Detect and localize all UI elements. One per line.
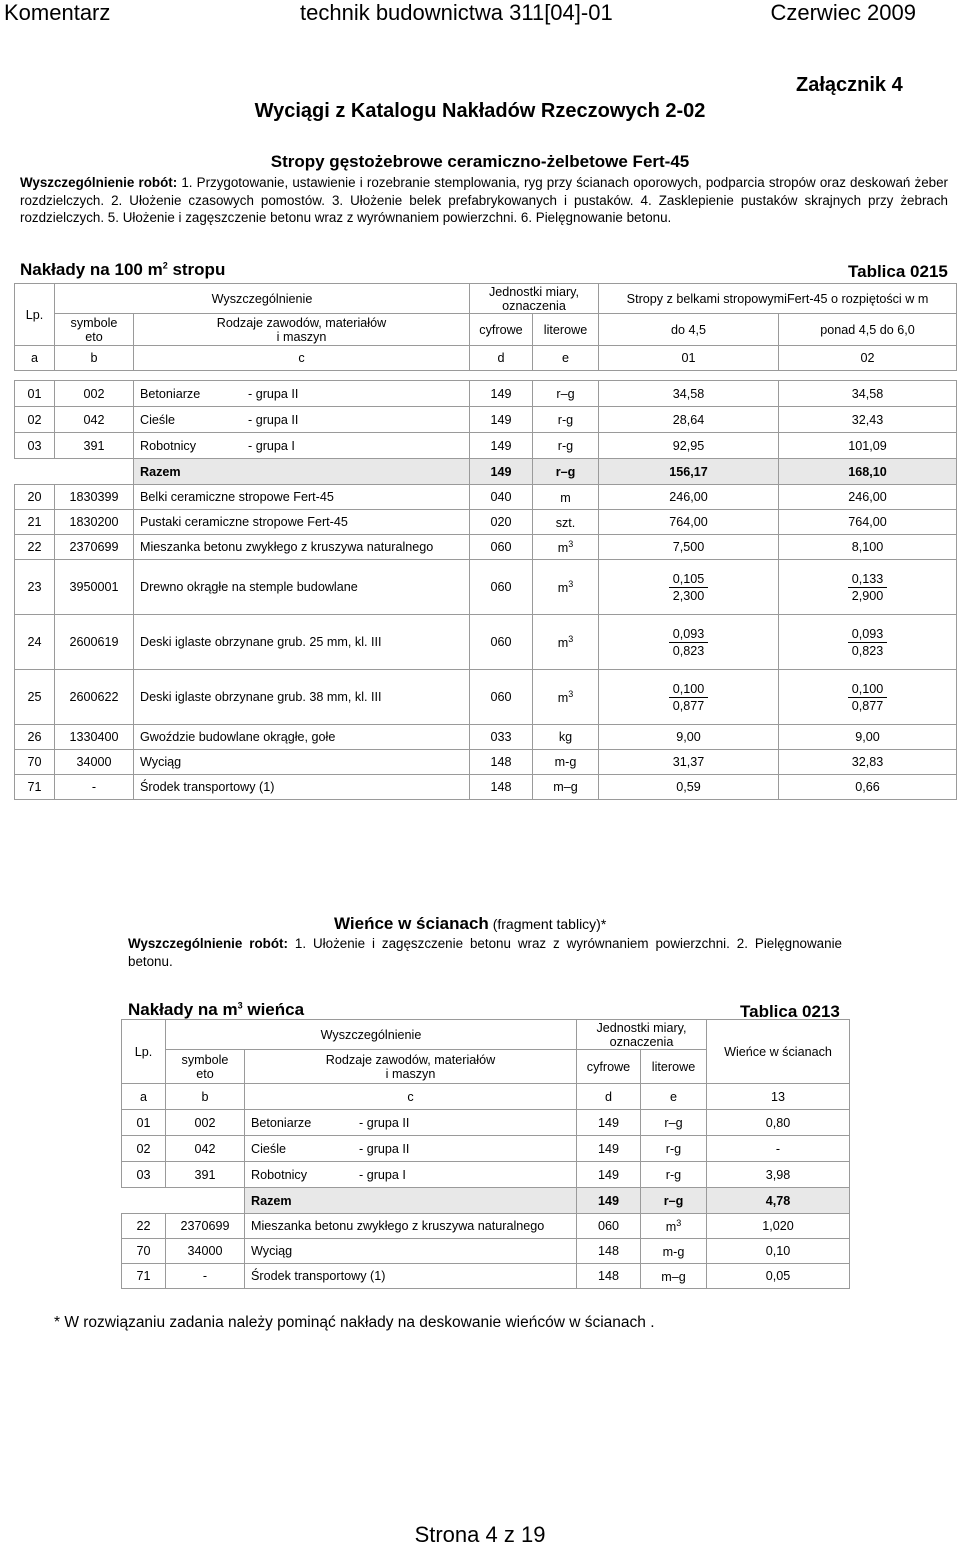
- cell-unit-code: 060: [470, 615, 533, 670]
- header-jednostki-line2: oznaczenia: [502, 298, 566, 313]
- cell-name: [134, 407, 470, 433]
- cell-value: -: [707, 1136, 850, 1162]
- cell-value-1: 34,58: [599, 381, 779, 407]
- cell-value-2: 0,66: [779, 775, 957, 800]
- cell-unit-code: 149: [577, 1162, 641, 1188]
- unit-exponent: 3: [568, 538, 574, 549]
- section2-norm-post: wieńca: [242, 1000, 305, 1019]
- cell-unit: r–g: [533, 381, 599, 407]
- table-row: [15, 560, 957, 615]
- total-unit-code: 149: [577, 1188, 641, 1214]
- unit-text: m: [557, 691, 569, 706]
- section1-norm-sup: 2: [162, 260, 168, 271]
- header-right: Czerwiec 2009: [770, 0, 916, 25]
- cell-unit-code: 060: [470, 560, 533, 615]
- cell-symbol: 1830399: [55, 485, 134, 510]
- cell-symbol: 002: [166, 1110, 245, 1136]
- labor-group: - grupa II: [359, 1115, 410, 1130]
- cell-lp: 70: [15, 750, 55, 775]
- cell-unit: m-g: [533, 750, 599, 775]
- cell-name: Wyciąg: [134, 750, 470, 775]
- cell-name: Drewno okrągłe na stemple budowlane: [134, 560, 470, 615]
- cell-symbol: 1330400: [55, 725, 134, 750]
- cell-value-1: 0,59: [599, 775, 779, 800]
- table-row: [122, 1162, 850, 1188]
- cell-unit: r-g: [533, 407, 599, 433]
- cell-name: Mieszanka betonu zwykłego z kruszywa naturalnego: [245, 1214, 577, 1239]
- cell-lp: 22: [122, 1214, 166, 1239]
- cell-unit-code: 149: [577, 1136, 641, 1162]
- unit-text: szt.: [555, 516, 576, 531]
- header-symbole-line2: eto: [196, 1066, 214, 1081]
- cell-symbol: 391: [55, 433, 134, 459]
- fraction-numerator: 0,093: [669, 626, 709, 643]
- cell-value: 0,80: [707, 1110, 850, 1136]
- cell-lp: 21: [15, 510, 55, 535]
- section1-norm-post: stropu: [167, 260, 226, 279]
- labor-name: Betoniarze: [251, 1115, 312, 1130]
- total-value-1: 156,17: [599, 459, 779, 485]
- total-unit: r–g: [533, 459, 599, 485]
- fraction-value: [669, 571, 709, 604]
- header-left: Komentarz: [4, 0, 111, 25]
- cell-value-2: [779, 670, 957, 725]
- column-letter: c: [245, 1084, 577, 1110]
- section1-norm-pre: Nakłady na 100 m: [20, 260, 163, 279]
- cell-lp: 02: [15, 407, 55, 433]
- cell-lp: 22: [15, 535, 55, 560]
- attachment-label: Załącznik 4: [796, 74, 903, 96]
- unit-text: m–g: [661, 1270, 686, 1285]
- cell-symbol: 002: [55, 381, 134, 407]
- cell-value-2: 764,00: [779, 510, 957, 535]
- fraction-denominator: 0,877: [851, 698, 884, 713]
- table-header-row: [122, 1020, 850, 1050]
- header-col-do-4-5: do 4,5: [599, 314, 779, 346]
- total-label: Razem: [134, 459, 470, 485]
- section2-norm-heading: [128, 1000, 304, 1020]
- header-rodzaje: [245, 1050, 577, 1084]
- cell-unit: r-g: [641, 1136, 707, 1162]
- cell-unit: [533, 510, 599, 535]
- table-row: [122, 1264, 850, 1289]
- fraction-denominator: 2,900: [851, 588, 884, 603]
- section2-title: [334, 914, 606, 934]
- table-row: [122, 1110, 850, 1136]
- header-symbole-line1: symbole: [70, 315, 118, 330]
- cell-unit-code: 148: [577, 1264, 641, 1289]
- header-rodzaje-line2: i maszyn: [276, 329, 327, 344]
- section2-title-main: Wieńce w ścianach: [334, 914, 489, 933]
- cell-name: [134, 433, 470, 459]
- cell-unit: [641, 1239, 707, 1264]
- labor-group: - grupa I: [359, 1167, 406, 1182]
- header-jednostki-line1: Jednostki miary,: [488, 284, 580, 299]
- total-label: Razem: [245, 1188, 577, 1214]
- cell-unit-code: 060: [470, 670, 533, 725]
- labor-name: Cieśle: [140, 412, 175, 427]
- header-col-ponad-4-5: ponad 4,5 do 6,0: [779, 314, 957, 346]
- labor-group: - grupa II: [359, 1141, 410, 1156]
- fraction-denominator: 0,823: [851, 643, 884, 658]
- table-row: [15, 725, 957, 750]
- cell-symbol: 391: [166, 1162, 245, 1188]
- cell-unit: [533, 485, 599, 510]
- cell-symbol: 042: [55, 407, 134, 433]
- cell-unit: r-g: [533, 433, 599, 459]
- total-unit: r–g: [641, 1188, 707, 1214]
- cell-symbol: 042: [166, 1136, 245, 1162]
- cell-value-1: 31,37: [599, 750, 779, 775]
- total-unit-code: 149: [470, 459, 533, 485]
- header-literowe: literowe: [641, 1050, 707, 1084]
- cell-value: 0,05: [707, 1264, 850, 1289]
- cell-name: Gwoździe budowlane okrągłe, gołe: [134, 725, 470, 750]
- labor-group: - grupa II: [248, 386, 299, 401]
- cell-lp: 01: [122, 1110, 166, 1136]
- fraction-numerator: 0,105: [669, 571, 709, 588]
- column-letter: d: [577, 1084, 641, 1110]
- total-value-2: 168,10: [779, 459, 957, 485]
- table-row: [15, 615, 957, 670]
- table-header-row: [15, 314, 957, 346]
- labor-group: - grupa I: [248, 438, 295, 453]
- table-letter-row: [122, 1084, 850, 1110]
- fraction-value: [848, 571, 888, 604]
- cell-value-2: 32,43: [779, 407, 957, 433]
- section2-description: [128, 935, 842, 970]
- table-row: [122, 1239, 850, 1264]
- cell-unit: r-g: [641, 1162, 707, 1188]
- table-row: [15, 670, 957, 725]
- table-row: [15, 407, 957, 433]
- table-total-row: [122, 1188, 850, 1214]
- unit-text: m: [560, 491, 571, 506]
- section1-desc-text: 1. Przygotowanie, ustawienie i rozebranie stemplowania, ryg przy ścianach oporowych, podparcia stropów oraz deskowań żeber rozdzielczych. 2. Ułożenie czasowych pomostów. 3. Ułożenie belek prefabrykowanych i pustaków. 4. Zasklepienie pustaków skrajnych przy żebrach rozdzielczych. 5. Ułożenie i zagęszczenie betonu wraz z wyrównaniem powierzchni. 6. Pielęgnowanie betonu.: [20, 175, 948, 225]
- column-letter: b: [55, 346, 134, 371]
- cell-lp: 20: [15, 485, 55, 510]
- labor-group: - grupa II: [248, 412, 299, 427]
- cell-value-1: 764,00: [599, 510, 779, 535]
- section2-norm-pre: Nakłady na m: [128, 1000, 238, 1019]
- cell-blank: [122, 1188, 245, 1214]
- cell-name: [245, 1162, 577, 1188]
- cell-unit: m–g: [533, 775, 599, 800]
- cell-value-2: 101,09: [779, 433, 957, 459]
- header-rodzaje-line1: Rodzaje zawodów, materiałów: [325, 1052, 496, 1067]
- cell-symbol: 2370699: [166, 1214, 245, 1239]
- column-letter: a: [15, 346, 55, 371]
- spacer-cell: [15, 371, 957, 381]
- cell-value-2: 8,100: [779, 535, 957, 560]
- fraction-denominator: 2,300: [672, 588, 705, 603]
- unit-text: m: [557, 581, 569, 596]
- table-row: [15, 535, 957, 560]
- table-row: [122, 1214, 850, 1239]
- table-row: [15, 433, 957, 459]
- column-letter: d: [470, 346, 533, 371]
- unit-text: m: [665, 1220, 677, 1235]
- header-rodzaje: [134, 314, 470, 346]
- column-letter: 01: [599, 346, 779, 371]
- cell-value-1: [599, 560, 779, 615]
- page-number: Strona 4 z 19: [414, 1522, 546, 1547]
- fraction-denominator: 0,877: [672, 698, 705, 713]
- section2-table-number: Tablica 0213: [740, 1002, 840, 1021]
- cell-name: Środek transportowy (1): [134, 775, 470, 800]
- cell-value: 1,020: [707, 1214, 850, 1239]
- unit-exponent: 3: [568, 633, 574, 644]
- cell-unit: kg: [533, 725, 599, 750]
- cell-unit: [533, 535, 599, 560]
- column-letter: e: [533, 346, 599, 371]
- cell-unit-code: 020: [470, 510, 533, 535]
- cell-symbol: 2600622: [55, 670, 134, 725]
- cell-unit: [533, 560, 599, 615]
- table-row: [15, 775, 957, 800]
- table-row: [15, 485, 957, 510]
- section2-norm-sup: 3: [237, 1000, 243, 1011]
- cell-lp: 02: [122, 1136, 166, 1162]
- cell-unit: [641, 1214, 707, 1239]
- labor-name: Cieśle: [251, 1141, 286, 1156]
- cell-value-1: 92,95: [599, 433, 779, 459]
- header-literowe: literowe: [533, 314, 599, 346]
- cell-value-2: [779, 615, 957, 670]
- fraction-numerator: 0,133: [848, 571, 888, 588]
- fraction-value: [848, 681, 888, 714]
- cell-unit-code: 148: [470, 775, 533, 800]
- table-spacer-row: [15, 371, 957, 381]
- header-jednostki-line1: Jednostki miary,: [596, 1020, 687, 1035]
- section1-norm-heading: [20, 260, 225, 280]
- cell-value-2: 32,83: [779, 750, 957, 775]
- cell-symbol: 34000: [55, 750, 134, 775]
- fraction-denominator: 0,823: [672, 643, 705, 658]
- footnote: * W rozwiązaniu zadania należy pominąć nakłady na deskowanie wieńców w ścianach .: [54, 1314, 655, 1331]
- cell-name: [245, 1136, 577, 1162]
- cell-lp: 71: [122, 1264, 166, 1289]
- cell-value-2: [779, 560, 957, 615]
- cell-name: Mieszanka betonu zwykłego z kruszywa naturalnego: [134, 535, 470, 560]
- header-wience: Wieńce w ścianach: [707, 1020, 850, 1084]
- cell-lp: 71: [15, 775, 55, 800]
- cell-unit-code: 040: [470, 485, 533, 510]
- section2-table: [121, 1019, 850, 1289]
- section2-desc-text: 1. Ułożenie i zagęszczenie betonu wraz z wyrównaniem powierzchni. 2. Pielęgnowanie betonu.: [128, 936, 842, 969]
- cell-lp: 25: [15, 670, 55, 725]
- cell-unit-code: 148: [470, 750, 533, 775]
- total-value: 4,78: [707, 1188, 850, 1214]
- header-wyszczegolnienie: Wyszczególnienie: [55, 284, 470, 314]
- cell-symbol: 2600619: [55, 615, 134, 670]
- section1-desc-label: Wyszczególnienie robót:: [20, 175, 178, 190]
- column-letter: a: [122, 1084, 166, 1110]
- table-row: [15, 750, 957, 775]
- unit-exponent: 3: [676, 1217, 682, 1228]
- header-jednostki-line2: oznaczenia: [609, 1034, 674, 1049]
- header-rodzaje-line2: i maszyn: [385, 1066, 436, 1081]
- header-lp: Lp.: [15, 284, 55, 346]
- cell-value: 0,10: [707, 1239, 850, 1264]
- document-title: Wyciągi z Katalogu Nakładów Rzeczowych 2-02: [254, 100, 706, 122]
- header-cyfrowe: cyfrowe: [577, 1050, 641, 1084]
- cell-symbol: 1830200: [55, 510, 134, 535]
- cell-name: Belki ceramiczne stropowe Fert-45: [134, 485, 470, 510]
- cell-lp: 24: [15, 615, 55, 670]
- cell-unit-code: 060: [577, 1214, 641, 1239]
- cell-unit: [641, 1264, 707, 1289]
- column-letter: e: [641, 1084, 707, 1110]
- cell-unit-code: 149: [470, 381, 533, 407]
- table-header-row: [15, 284, 957, 314]
- fraction-numerator: 0,100: [848, 681, 888, 698]
- cell-value-1: 9,00: [599, 725, 779, 750]
- cell-symbol: -: [55, 775, 134, 800]
- cell-name: Deski iglaste obrzynane grub. 38 mm, kl. III: [134, 670, 470, 725]
- table-total-row: [15, 459, 957, 485]
- unit-exponent: 3: [568, 688, 574, 699]
- cell-name: Wyciąg: [245, 1239, 577, 1264]
- section1-table-number: Tablica 0215: [848, 262, 948, 281]
- cell-symbol: -: [166, 1264, 245, 1289]
- header-wyszczegolnienie: Wyszczególnienie: [166, 1020, 577, 1050]
- cell-unit: [533, 670, 599, 725]
- cell-unit-code: 148: [577, 1239, 641, 1264]
- cell-name: [245, 1110, 577, 1136]
- cell-lp: 03: [15, 433, 55, 459]
- unit-text: m: [557, 541, 569, 556]
- cell-name: [134, 381, 470, 407]
- fraction-numerator: 0,100: [669, 681, 709, 698]
- cell-unit-code: 149: [577, 1110, 641, 1136]
- section1-title: Stropy gęstożebrowe ceramiczno-żelbetowe Fert-45: [270, 152, 690, 171]
- cell-unit: r–g: [641, 1110, 707, 1136]
- section2-title-suffix: (fragment tablicy)*: [488, 916, 607, 932]
- cell-value-1: [599, 670, 779, 725]
- header-rodzaje-line1: Rodzaje zawodów, materiałów: [216, 315, 387, 330]
- cell-value: 3,98: [707, 1162, 850, 1188]
- header-jednostki: [470, 284, 599, 314]
- header-symbole: [55, 314, 134, 346]
- labor-name: Betoniarze: [140, 386, 201, 401]
- cell-lp: 23: [15, 560, 55, 615]
- header-center: technik budownictwa 311[04]-01: [300, 0, 613, 25]
- cell-lp: 70: [122, 1239, 166, 1264]
- unit-exponent: 3: [568, 578, 574, 589]
- table-letter-row: [15, 346, 957, 371]
- cell-blank: [15, 459, 134, 485]
- unit-text: m: [557, 636, 569, 651]
- unit-text: m-g: [662, 1245, 685, 1260]
- cell-value-1: 7,500: [599, 535, 779, 560]
- cell-unit-code: 033: [470, 725, 533, 750]
- header-symbole-line2: eto: [85, 329, 103, 344]
- section1-table: [14, 283, 957, 800]
- column-letter: b: [166, 1084, 245, 1110]
- fraction-value: [669, 626, 709, 659]
- cell-lp: 26: [15, 725, 55, 750]
- section2-desc-label: Wyszczególnienie robót:: [128, 936, 288, 951]
- cell-symbol: 3950001: [55, 560, 134, 615]
- cell-value-1: 28,64: [599, 407, 779, 433]
- cell-unit: [533, 615, 599, 670]
- labor-name: Robotnicy: [140, 438, 197, 453]
- cell-lp: 01: [15, 381, 55, 407]
- cell-unit-code: 149: [470, 407, 533, 433]
- header-symbole: [166, 1050, 245, 1084]
- cell-name: Pustaki ceramiczne stropowe Fert-45: [134, 510, 470, 535]
- header-lp: Lp.: [122, 1020, 166, 1084]
- fraction-value: [848, 626, 888, 659]
- header-symbole-line1: symbole: [181, 1052, 229, 1067]
- header-stropy: Stropy z belkami stropowymiFert-45 o rozpiętości w m: [599, 284, 957, 314]
- cell-name: Deski iglaste obrzynane grub. 25 mm, kl. III: [134, 615, 470, 670]
- cell-value-2: 9,00: [779, 725, 957, 750]
- cell-value-1: 246,00: [599, 485, 779, 510]
- fraction-value: [669, 681, 709, 714]
- cell-symbol: 34000: [166, 1239, 245, 1264]
- header-cyfrowe: cyfrowe: [470, 314, 533, 346]
- cell-unit-code: 060: [470, 535, 533, 560]
- column-letter: 02: [779, 346, 957, 371]
- cell-unit-code: 149: [470, 433, 533, 459]
- cell-value-1: [599, 615, 779, 670]
- cell-lp: 03: [122, 1162, 166, 1188]
- labor-name: Robotnicy: [251, 1167, 308, 1182]
- table-row: [15, 381, 957, 407]
- cell-value-2: 246,00: [779, 485, 957, 510]
- header-jednostki: [577, 1020, 707, 1050]
- table-row: [15, 510, 957, 535]
- table-row: [122, 1136, 850, 1162]
- section1-description: [20, 174, 948, 227]
- column-letter: 13: [707, 1084, 850, 1110]
- cell-value-2: 34,58: [779, 381, 957, 407]
- cell-symbol: 2370699: [55, 535, 134, 560]
- fraction-numerator: 0,093: [848, 626, 888, 643]
- cell-name: Środek transportowy (1): [245, 1264, 577, 1289]
- column-letter: c: [134, 346, 470, 371]
